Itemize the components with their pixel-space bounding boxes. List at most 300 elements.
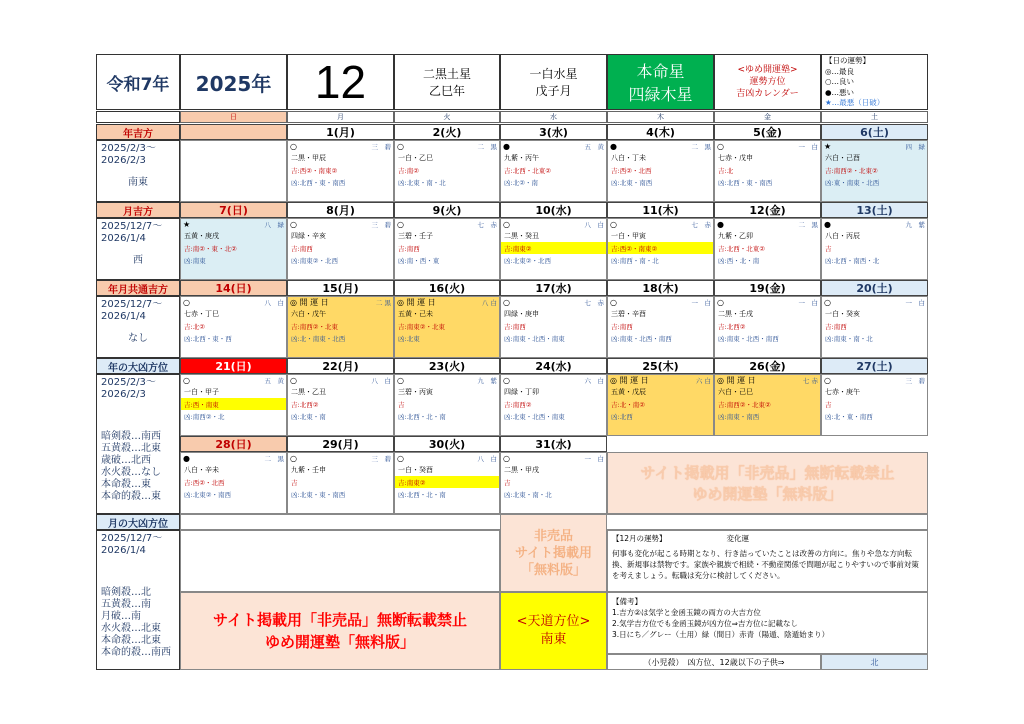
day-kanshi: 四緑・丁卯 (504, 388, 539, 396)
day-kanshi: 三碧・壬子 (398, 232, 433, 240)
day-cell[interactable] (714, 374, 821, 436)
day-star: 八 白 (481, 299, 497, 307)
unlucky-directions: 凶:北東・南 (291, 412, 326, 421)
fortune-mark: ○ (717, 298, 724, 307)
day-star: 八 白 (264, 299, 284, 307)
day-star: 二 黒 (798, 221, 818, 229)
day-kanshi: 二黒・甲辰 (291, 154, 326, 162)
unlucky-directions: 凶:東・南東・北西 (825, 178, 880, 187)
day-star: 二 黒 (375, 299, 391, 307)
day-star: 六 白 (695, 377, 711, 385)
day-kanshi: 九紫・丙午 (504, 154, 539, 162)
fortune-mark: ● (824, 220, 831, 229)
unlucky-directions: 凶:南・西・東 (398, 256, 440, 265)
lucky-directions: 吉 (291, 478, 298, 487)
unlucky-directions: 凶:北西・北・南 (398, 412, 446, 421)
fortune-mark: ○ (397, 142, 404, 151)
fortune-mark: ○ (290, 220, 297, 229)
day-cell[interactable] (180, 452, 287, 514)
lucky-directions: 吉:北西・北東② (504, 166, 552, 175)
unlucky-directions: 凶:北西・東・西 (184, 334, 232, 343)
legend-box (821, 54, 928, 110)
fortune-mark: ★ (824, 142, 832, 151)
day-date[interactable]: 8(月) (287, 202, 394, 218)
day-cell[interactable] (287, 374, 394, 436)
watermark-line1: サイト掲載用「非売品」無断転載禁止 (640, 464, 895, 482)
fortune-mark: ○ (290, 376, 297, 385)
day-kanshi: 八白・丁未 (611, 154, 646, 162)
day-star: 一 白 (691, 299, 711, 307)
fortune-mark: ○ (610, 220, 617, 229)
nenkyo-item: 五黄殺…北東 (101, 443, 161, 454)
day-star: 八 白 (477, 455, 497, 463)
unlucky-directions: 凶:南西・南・北 (611, 256, 659, 265)
unlucky-directions: 凶:南西②・北 (184, 412, 225, 421)
day-cell[interactable] (287, 296, 394, 358)
unlucky-directions: 凶:北東②・北西 (504, 256, 552, 265)
lucky-directions: 吉 (504, 478, 511, 487)
notes-item: 2.気学吉方位でも金函玉鏡が凶方位⇒吉方位に記載なし (612, 619, 798, 628)
day-date[interactable]: 11(木) (607, 202, 714, 218)
fortune-mark: ○ (717, 142, 724, 151)
tsukikichi-period2: 2026/1/4 (101, 233, 146, 244)
shoni-dir: 北 (821, 654, 928, 670)
day-star: 一 白 (798, 299, 818, 307)
nenkichi-period2: 2026/2/3 (101, 155, 146, 166)
nenkichi-period: 2025/2/3～ (101, 143, 156, 154)
reiwa-year: 令和7年 (96, 54, 180, 110)
yume-sub2: 吉凶カレンダー (736, 89, 799, 99)
day-date[interactable]: 7(日) (180, 202, 287, 218)
weekday-header: 木 (607, 111, 714, 123)
day-kanshi: 二黒・乙丑 (291, 388, 326, 396)
fortune-mark: ● (717, 220, 724, 229)
notes-item: 3.日にち／グレー（土用）緑（間日）赤青（陽遁、陰遁始まり） (612, 630, 830, 639)
lucky-directions: 吉:南西 (825, 322, 847, 331)
weekday-header: 土 (821, 111, 928, 123)
main-notice (180, 592, 500, 670)
fortune-mark: ○ (290, 454, 297, 463)
empty-week-cells (180, 530, 500, 592)
fortune-text: 何事も変化が起こる時期となり、行き詰っていたことは改善の方向に。焦りや急な方向転換、新規事は禁物です。家族や親族で相続・不動産関係で問題が起こりやすいので事前対策を考えましょう。転職は充分に検討してください。 (612, 549, 919, 580)
day-cell[interactable] (394, 452, 500, 514)
nenkyo-period2: 2026/2/3 (101, 389, 146, 400)
day-cell[interactable] (714, 140, 821, 202)
day-star: 三 碧 (371, 221, 391, 229)
day-cell[interactable] (394, 218, 500, 280)
yume-label: <ゆめ開運塾> (737, 65, 798, 75)
day-date[interactable]: 1(月) (287, 124, 394, 140)
fortune-mark: ○ (290, 142, 297, 151)
day-cell[interactable] (500, 140, 607, 202)
day-date[interactable]: 4(木) (607, 124, 714, 140)
day-cell[interactable] (607, 140, 714, 202)
nenkyo-period: 2025/2/3～ (101, 377, 156, 388)
day-date[interactable]: 27(土) (821, 358, 928, 374)
day-star: 六 白 (584, 377, 604, 385)
day-cell[interactable] (821, 374, 928, 436)
day-kanshi: 五黄・庚戌 (184, 232, 219, 240)
day-cell[interactable] (500, 296, 607, 358)
lucky-directions: 吉:西②・南東② (291, 166, 338, 175)
fortune-mark: ○ (397, 454, 404, 463)
legend-bad: ●…悪い (825, 87, 855, 97)
fortune-mark: ○ (824, 298, 831, 307)
tsukikyo-item: 月破…南 (101, 611, 141, 622)
day-date[interactable]: 24(水) (500, 358, 607, 374)
day-cell[interactable] (500, 218, 607, 280)
kyotsu-dir: なし (128, 333, 148, 344)
lucky-directions: 吉:南西 (398, 244, 420, 253)
day-kanshi: 六白・己酉 (825, 154, 860, 162)
day-kanshi: 五黄・己未 (398, 310, 433, 318)
day-date[interactable]: 2(火) (394, 124, 500, 140)
day-date[interactable]: 22(月) (287, 358, 394, 374)
day-date[interactable]: 29(月) (287, 436, 394, 452)
tsukikyo-item: 本命殺…北東 (101, 635, 161, 646)
lucky-directions: 吉:南西② (504, 400, 532, 409)
honmei-box (607, 54, 714, 110)
year-kanshi: 乙巳年 (428, 84, 465, 98)
lucky-directions: 吉:北・南② (611, 400, 646, 409)
tsukikyo-item: 五黄殺…南 (101, 599, 151, 610)
tsukikichi-label: 月吉方 (96, 202, 180, 218)
day-date[interactable]: 16(火) (394, 280, 500, 296)
day-cell[interactable] (821, 218, 928, 280)
day-date[interactable]: 19(金) (714, 280, 821, 296)
fortune-mark: ○ (503, 454, 510, 463)
lucky-directions: 吉:南② (398, 166, 420, 175)
day-kanshi: 七赤・丁巳 (184, 310, 219, 318)
fortune-mark: ○ (503, 298, 510, 307)
day-kanshi: 一白・甲寅 (611, 232, 646, 240)
day-cell[interactable] (607, 296, 714, 358)
legend-title: 【日の運勢】 (825, 56, 870, 65)
fortune-mark: ○ (397, 220, 404, 229)
day-date[interactable]: 31(水) (500, 436, 607, 452)
unlucky-directions: 凶:北西・北・南 (398, 490, 446, 499)
day-cell[interactable] (394, 140, 500, 202)
nenkyo-item: 歳破…北西 (101, 455, 151, 466)
fortune-mark: ○ (610, 298, 617, 307)
lucky-directions: 吉:南東② (395, 476, 499, 488)
unlucky-directions: 凶:南東②・北西 (291, 256, 339, 265)
lucky-directions: 吉:北西・北東② (718, 244, 766, 253)
unlucky-directions: 凶:南東・南・北 (825, 334, 873, 343)
day-star: 八 緑 (264, 221, 284, 229)
month-kanshi: 戊子月 (535, 84, 572, 98)
nenkichi-detail (96, 140, 180, 202)
fortune-mark: ◎ 開 運 日 (397, 298, 436, 307)
day-date[interactable]: 25(木) (607, 358, 714, 374)
day-date[interactable]: 15(月) (287, 280, 394, 296)
nenkyo-item: 本命殺…東 (101, 479, 151, 490)
day-cell[interactable] (287, 140, 394, 202)
weekday-corner (96, 111, 180, 123)
unlucky-directions: 凶:北西・東・南西 (291, 178, 346, 187)
day-kanshi: 二黒・壬戌 (718, 310, 753, 318)
monthly-fortune-box (607, 530, 928, 592)
unlucky-directions: 凶:南東・北西・南東 (504, 334, 565, 343)
day-star: 五 黄 (584, 143, 604, 151)
unlucky-directions: 凶:南東 (184, 256, 206, 265)
unlucky-directions: 凶:南東・北西・南西 (718, 334, 779, 343)
day-kanshi: 四緑・庚申 (504, 310, 539, 318)
day-date[interactable]: 26(金) (714, 358, 821, 374)
legend-best: ◎…最良 (825, 66, 855, 76)
weekday-header: 金 (714, 111, 821, 123)
fortune-keyword: 変化運 (726, 534, 750, 543)
notes-box (607, 592, 928, 654)
unlucky-directions: 凶:北東 (398, 334, 420, 343)
weekday-header: 月 (287, 111, 394, 123)
day-star: 七 赤 (691, 221, 711, 229)
day-kanshi: 七赤・庚午 (825, 388, 860, 396)
lucky-directions: 吉:南西②・北東② (718, 400, 771, 409)
fortune-mark: ○ (397, 376, 404, 385)
month-star (500, 54, 607, 110)
day-star: 五 黄 (264, 377, 284, 385)
day-date[interactable] (180, 124, 287, 140)
day-cell[interactable] (180, 374, 287, 436)
lucky-directions: 吉:北 (718, 166, 734, 175)
unlucky-directions: 凶:北西・南西・北 (825, 256, 880, 265)
day-star: 三 碧 (371, 143, 391, 151)
unlucky-directions: 凶:西・北・南 (718, 256, 760, 265)
day-star: 三 碧 (905, 377, 925, 385)
day-star: 八 白 (584, 221, 604, 229)
day-cell[interactable] (287, 218, 394, 280)
lucky-directions: 吉:北西② (718, 322, 746, 331)
tsukikyo-period2: 2026/1/4 (101, 545, 146, 556)
day-star: 七 赤 (477, 221, 497, 229)
day-star: 一 白 (905, 299, 925, 307)
legend-good: ○…良い (825, 77, 855, 86)
tsukikyo-period: 2025/12/7～ (101, 533, 163, 544)
tsukikichi-detail (96, 218, 180, 280)
day-star: 一 白 (798, 143, 818, 151)
day-date[interactable]: 21(日) (180, 358, 287, 374)
weekday-header: 日 (180, 111, 287, 123)
yume-sub: 運勢方位 (749, 77, 786, 87)
unlucky-directions: 凶:北西 (611, 412, 633, 421)
year-star-name: 二黒土星 (422, 67, 471, 81)
unlucky-directions: 凶:北東・南・北 (504, 490, 552, 499)
day-star: 二 黒 (264, 455, 284, 463)
lucky-directions: 吉 (825, 400, 832, 409)
day-kanshi: 二黒・癸丑 (504, 232, 539, 240)
day-star: 八 白 (371, 377, 391, 385)
day-date[interactable]: 23(火) (394, 358, 500, 374)
fortune-mark: ○ (503, 220, 510, 229)
day-cell[interactable] (180, 140, 287, 202)
day-cell[interactable] (180, 218, 287, 280)
unlucky-directions: 凶:北東・南・北 (398, 178, 446, 187)
day-kanshi: 四緑・辛亥 (291, 232, 326, 240)
fortune-mark: ● (503, 142, 510, 151)
day-date[interactable]: 10(水) (500, 202, 607, 218)
day-star: 一 白 (584, 455, 604, 463)
fortune-mark: ○ (183, 376, 190, 385)
day-cell[interactable] (500, 452, 607, 514)
honmei-label: 本命星 (636, 62, 685, 81)
mini-line3: 「無料版」 (520, 562, 586, 578)
year-star (394, 54, 500, 110)
day-date[interactable]: 20(土) (821, 280, 928, 296)
fortune-title: 【12月の運勢】 (612, 534, 667, 543)
day-cell[interactable] (821, 140, 928, 202)
unlucky-directions: 凶:北東②・南西 (184, 490, 232, 499)
mini-line2: サイト掲載用 (514, 545, 593, 561)
fortune-mark: ● (183, 454, 190, 463)
day-cell[interactable] (394, 374, 500, 436)
day-date[interactable]: 13(土) (821, 202, 928, 218)
tendo-dir: 南東 (540, 632, 567, 647)
day-date[interactable]: 3(水) (500, 124, 607, 140)
nenkichi-dir: 南東 (128, 177, 148, 188)
nenkyo-item: 水火殺…なし (101, 467, 161, 478)
unlucky-directions: 凶:北・東・南西 (825, 412, 873, 421)
day-kanshi: 九紫・壬申 (291, 466, 326, 474)
lucky-directions: 吉:西・南東 (181, 398, 286, 410)
lucky-directions: 吉:南西 (291, 244, 313, 253)
kyotsu-period2: 2026/1/4 (101, 311, 146, 322)
day-cell[interactable] (607, 218, 714, 280)
tendo-box (500, 592, 607, 670)
fortune-mark: ○ (824, 376, 831, 385)
kyotsu-period: 2025/12/7～ (101, 299, 163, 310)
nenkyo-item: 暗剣殺…南西 (101, 431, 161, 442)
fortune-mark: ● (610, 142, 617, 151)
lucky-directions: 吉:南西 (611, 322, 633, 331)
watermark-line2: ゆめ開運塾「無料版」 (692, 485, 843, 503)
lucky-directions: 吉:北西② (291, 400, 319, 409)
unlucky-directions: 凶:北・南東・北西 (291, 334, 346, 343)
unlucky-directions: 凶:北東・南西 (611, 178, 653, 187)
day-star: 二 黒 (691, 143, 711, 151)
day-cell[interactable] (500, 374, 607, 436)
day-star: 九 紫 (477, 377, 497, 385)
day-cell[interactable] (714, 296, 821, 358)
unlucky-directions: 凶:北西・東・南西 (718, 178, 773, 187)
day-star: 七 赤 (802, 377, 818, 385)
day-kanshi: 六白・己巳 (718, 388, 753, 396)
mini-line1: 非売品 (533, 528, 573, 544)
tsukikichi-period: 2025/12/7～ (101, 221, 163, 232)
day-kanshi: 三碧・辛酉 (611, 310, 646, 318)
day-date[interactable]: 18(木) (607, 280, 714, 296)
main-notice-line2: ゆめ開運塾「無料版」 (264, 633, 415, 651)
day-date[interactable]: 12(金) (714, 202, 821, 218)
weekday-header: 火 (394, 111, 500, 123)
lucky-directions: 吉:南西②・北東② (825, 166, 878, 175)
day-date[interactable]: 6(土) (821, 124, 928, 140)
tsukikichi-dir: 西 (133, 255, 143, 266)
lucky-directions: 吉:北② (184, 322, 206, 331)
lucky-directions: 吉 (825, 244, 832, 253)
day-cell[interactable] (394, 296, 500, 358)
day-kanshi: 六白・戊午 (291, 310, 326, 318)
year-title: 2025年 (180, 54, 287, 110)
fortune-mark: ◎ 開 運 日 (610, 376, 649, 385)
unlucky-directions: 凶:北東・東・南西 (291, 490, 346, 499)
day-kanshi: 一白・甲子 (184, 388, 219, 396)
mini-notice (500, 514, 607, 592)
main-notice-line1: サイト掲載用「非売品」無断転載禁止 (213, 611, 467, 629)
nenkichi-label: 年吉方 (96, 124, 180, 140)
day-star: 三 碧 (371, 455, 391, 463)
tsukikyo-item: 本命的殺…南西 (101, 647, 171, 658)
lucky-directions: 吉:南西②・北東 (291, 322, 339, 331)
fortune-mark: ○ (183, 298, 190, 307)
day-date[interactable]: 9(火) (394, 202, 500, 218)
unlucky-directions: 凶:南東・南西 (718, 412, 760, 421)
notes-item: 1.吉方②は気学と金函玉鏡の両方の大吉方位 (612, 608, 761, 617)
day-cell[interactable] (714, 218, 821, 280)
lucky-directions: 吉:西②・北西 (611, 166, 652, 175)
tsukikyo-detail (96, 530, 180, 670)
weekday-header: 水 (500, 111, 607, 123)
day-cell[interactable] (180, 296, 287, 358)
tsukikyo-item: 暗剣殺…北 (101, 587, 151, 598)
watermark-notice (607, 452, 928, 514)
unlucky-directions: 凶:北②・南 (504, 178, 539, 187)
unlucky-directions: 凶:南東・北西・南西 (611, 334, 672, 343)
day-kanshi: 八白・丙辰 (825, 232, 860, 240)
day-kanshi: 一白・癸亥 (825, 310, 860, 318)
kyotsu-detail (96, 296, 180, 358)
day-kanshi: 一白・癸酉 (398, 466, 433, 474)
notes-title: 【備考】 (612, 597, 642, 606)
day-kanshi: 二黒・甲戌 (504, 466, 539, 474)
tsukikyo-item: 水火殺…北東 (101, 623, 161, 634)
day-kanshi: 八白・辛未 (184, 466, 219, 474)
day-kanshi: 五黄・戊辰 (611, 388, 646, 396)
day-date[interactable]: 28(日) (180, 436, 287, 452)
day-kanshi: 九紫・乙卯 (718, 232, 753, 240)
fortune-mark: ◎ 開 運 日 (717, 376, 756, 385)
day-star: 七 赤 (584, 299, 604, 307)
month-number: 12 (287, 54, 394, 110)
day-star: 九 紫 (905, 221, 925, 229)
lucky-directions: 吉:西②・南東② (608, 242, 713, 254)
tendo-label: <天道方位> (516, 614, 591, 629)
legend-worst: ★…最悪（日破） (825, 98, 885, 107)
nenkyo-item: 本命的殺…東 (101, 491, 161, 502)
lucky-directions: 吉:南②・東・北② (184, 244, 237, 253)
lucky-directions: 吉:南西 (504, 322, 526, 331)
tsukikyo-label: 月の大凶方位 (96, 514, 180, 530)
day-kanshi: 七赤・戊申 (718, 154, 753, 162)
day-date[interactable]: 5(金) (714, 124, 821, 140)
shoni-label: （小児殺） 凶方位、12歳以下の子供⇒ (607, 654, 821, 670)
day-date[interactable]: 14(日) (180, 280, 287, 296)
lucky-directions: 吉 (398, 400, 405, 409)
day-kanshi: 三碧・丙寅 (398, 388, 433, 396)
day-date[interactable]: 30(火) (394, 436, 500, 452)
day-cell[interactable] (607, 374, 714, 436)
unlucky-directions: 凶:北東・北西・南東 (504, 412, 565, 421)
month-star-name: 一白水星 (529, 67, 578, 81)
day-star: 四 緑 (905, 143, 925, 151)
fortune-mark: ★ (183, 220, 191, 229)
kyotsu-label: 年月共通吉方 (96, 280, 180, 296)
day-cell[interactable] (821, 296, 928, 358)
day-cell[interactable] (287, 452, 394, 514)
yume-box (714, 54, 821, 110)
nenkyo-label: 年の大凶方位 (96, 358, 180, 374)
day-date[interactable]: 17(水) (500, 280, 607, 296)
